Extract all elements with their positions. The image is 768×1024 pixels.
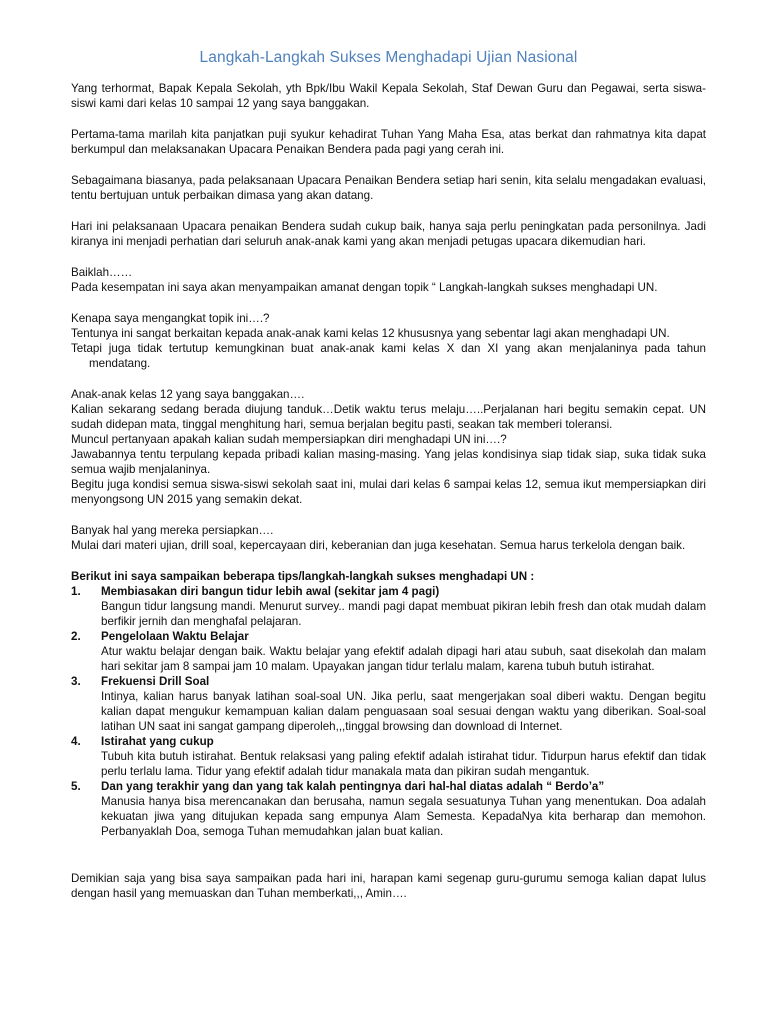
- why-answer-2: Tetapi juga tidak tertutup kemungkinan buat anak-anak kami kelas X dan XI yang akan menjalaninya pada tahun mendatang.: [71, 342, 706, 370]
- students-text-1: Kalian sekarang sedang berada diujung tanduk…Detik waktu terus melaju…..Perjalanan hari begitu semakin cepat. UN sudah didepan mata, tinggal menghitung hari, semua berjalan begitu pasti, seakan tak memberi toleransi.: [71, 403, 706, 431]
- students-text-3: Jawabannya tentu terpulang kepada pribadi kalian masing-masing. Yang jelas kondisinya siap tidak siap, suka tidak suka semua wajib menjalaninya.: [71, 448, 706, 476]
- students-lead: Anak-anak kelas 12 yang saya banggakan….: [71, 388, 305, 401]
- list-item-title: Frekuensi Drill Soal: [101, 675, 210, 688]
- list-item-title: Pengelolaan Waktu Belajar: [101, 630, 249, 643]
- opening-paragraph: Pertama-tama marilah kita panjatkan puji syukur kehadirat Tuhan Yang Maha Esa, atas berkat dan rahmatnya kita dapat berkumpul dan melaksanakan Upacara Penaikan Bendera pada pagi yang cerah ini.: [71, 128, 706, 156]
- list-item-number: 4.: [71, 735, 81, 748]
- list-item-number: 1.: [71, 585, 81, 598]
- list-item: [71, 584, 706, 629]
- list-item-title: Istirahat yang cukup: [101, 735, 214, 748]
- list-item-text: Bangun tidur langsung mandi. Menurut survey.. mandi pagi dapat membuat pikiran lebih fresh dan otak mudah dalam berfikir jernih dan menghafal pelajaran.: [101, 600, 706, 628]
- students-text-2: Muncul pertanyaan apakah kalian sudah mempersiapkan diri menghadapi UN ini….?: [71, 433, 507, 446]
- list-item-text: Manusia hanya bisa merencanakan dan berusaha, namun segala sesuatunya Tuhan yang menentukan. Doa adalah kekuatan jiwa yang ditujukan kepada sang empunya Alam Semesta. KepadaNya kita berharap dan memohon. Perbanyaklah Doa, semoga Tuhan memudahkan jalan buat kalian.: [101, 795, 706, 838]
- list-item-text: Intinya, kalian harus banyak latihan soal-soal UN. Jika perlu, saat mengerjakan soal diberi waktu. Dengan begitu kalian dapat mengukur kemampuan kalian dalam penguasaan soal sesuai dengan waktu yang diberikan. Soal-soal latihan UN saat ini sangat gampang diperoleh,,,tinggal browsing dan download di Internet.: [101, 690, 706, 733]
- closing-paragraph: Demikian saja yang bisa saya sampaikan pada hari ini, harapan kami segenap guru-gurumu semoga kalian dapat lulus dengan hasil yang memuaskan dan Tuhan memberkati,,, Amin….: [71, 872, 706, 900]
- greeting-paragraph: Yang terhormat, Bapak Kepala Sekolah, yth Bpk/Ibu Wakil Kepala Sekolah, Staf Dewan Guru dan Pegawai, serta siswa-siswi kami dari kelas 10 sampai 12 yang saya banggakan.: [71, 82, 706, 110]
- list-item-title: Membiasakan diri bangun tidur lebih awal (sekitar jam 4 pagi): [101, 585, 440, 598]
- tips-list: [71, 584, 706, 839]
- document-title: Langkah-Langkah Sukses Menghadapi Ujian Nasional: [199, 49, 578, 66]
- list-item-number: 3.: [71, 675, 81, 688]
- ceremony-paragraph: Hari ini pelaksanaan Upacara penaikan Bendera sudah cukup baik, hanya saja perlu peningkatan pada personilnya. Jadi kiranya ini menjadi perhatian dari seluruh anak-anak kami yang akan menjadi petugas upacara dikemudian hari.: [71, 220, 706, 248]
- list-item-number: 5.: [71, 780, 81, 793]
- list-item: [71, 779, 706, 839]
- list-item: [71, 734, 706, 779]
- topic-lead: Baiklah……: [71, 266, 133, 279]
- list-item: [71, 674, 706, 734]
- students-text-4: Begitu juga kondisi semua siswa-siswi sekolah saat ini, mulai dari kelas 6 sampai kelas 12, semua ikut mempersiapkan diri menyongsong UN 2015 yang semakin dekat.: [71, 478, 706, 506]
- list-item-title: Dan yang terakhir yang dan yang tak kalah pentingnya dari hal-hal diatas adalah “ Berdo’a”: [101, 780, 605, 793]
- tips-intro: Berikut ini saya sampaikan beberapa tips/langkah-langkah sukses menghadapi UN :: [71, 570, 535, 583]
- why-question: Kenapa saya mengangkat topik ini….?: [71, 312, 270, 325]
- prep-lead: Banyak hal yang mereka persiapkan….: [71, 524, 274, 537]
- topic-statement: Pada kesempatan ini saya akan menyampaikan amanat dengan topik “ Langkah-langkah sukses menghadapi UN.: [71, 281, 658, 294]
- list-item-text: Tubuh kita butuh istirahat. Bentuk relaksasi yang paling efektif adalah istirahat tidur. Tidurpun harus efektif dan tidak perlu terlalu lama. Tidur yang efektif adalah tidur manakala mata dan pikiran sudah mengantuk.: [101, 750, 706, 778]
- list-item-text: Atur waktu belajar dengan baik. Waktu belajar yang efektif adalah dipagi hari atau subuh, saat disekolah dan malam hari sekitar jam 8 sampai jam 10 malam. Upayakan jangan tidur terlalu malam, karena tubuh butuh istirahat.: [101, 645, 706, 673]
- evaluation-paragraph: Sebagaimana biasanya, pada pelaksanaan Upacara Penaikan Bendera setiap hari senin, kita selalu mengadakan evaluasi, tentu bertujuan untuk perbaikan dimasa yang akan datang.: [71, 174, 706, 202]
- list-item: [71, 629, 706, 674]
- list-item-number: 2.: [71, 630, 81, 643]
- prep-text: Mulai dari materi ujian, drill soal, kepercayaan diri, keberanian dan juga kesehatan. Semua harus terkelola dengan baik.: [71, 539, 686, 552]
- why-answer-1: Tentunya ini sangat berkaitan kepada anak-anak kami kelas 12 khususnya yang sebentar lagi akan menghadapi UN.: [71, 327, 670, 340]
